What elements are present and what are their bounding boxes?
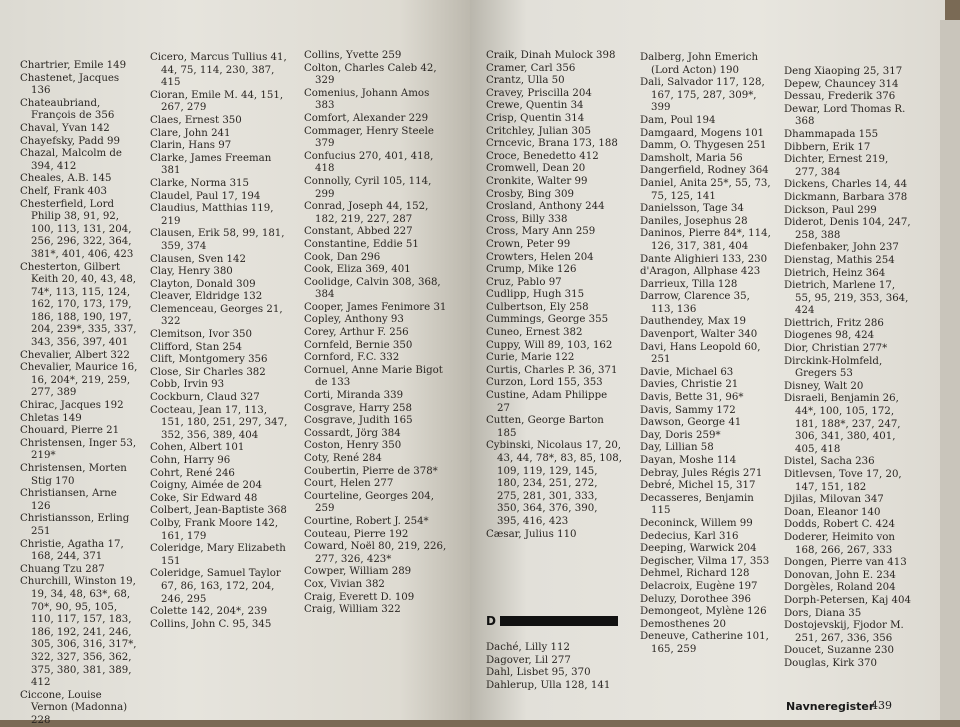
index-entry: Cuppy, Will 89, 103, 162	[486, 339, 613, 351]
index-entry: Dagover, Lil 277	[486, 654, 571, 666]
index-entry: Coolidge, Calvin 308, 368, 384	[304, 276, 441, 301]
index-entry: Cosgrave, Harry 258	[304, 402, 413, 414]
index-entry: Culbertson, Ely 258	[486, 301, 589, 313]
index-entry: Confucius 270, 401, 418, 418	[304, 150, 434, 175]
index-entry: Dedecius, Karl 316	[640, 530, 739, 542]
index-entry: Doderer, Heimito von 168, 266, 267, 333	[784, 531, 895, 556]
index-entry: Doucet, Suzanne 230	[784, 645, 894, 657]
index-entry: Coigny, Aimée de 204	[150, 480, 262, 492]
index-entry: Crown, Peter 99	[486, 238, 571, 250]
index-entry: Deluzy, Dorothee 396	[640, 593, 751, 605]
index-entry: Cross, Billy 338	[486, 213, 568, 225]
index-entry: Cleaver, Eldridge 132	[150, 291, 263, 303]
index-entry: Clifford, Stan 254	[150, 341, 242, 353]
index-entry: Darrow, Clarence 35, 113, 136	[640, 291, 750, 315]
index-entry: Dostojevskij, Fjodor M. 251, 267, 336, 356	[784, 620, 904, 644]
index-entry: Dickens, Charles 14, 44	[784, 179, 908, 191]
index-entry: Davi, Hans Leopold 60, 251	[640, 341, 761, 366]
index-entry: Court, Helen 277	[304, 478, 394, 490]
index-entry: Daché, Lilly 112	[486, 642, 570, 653]
index-entry: Cruz, Pablo 97	[486, 276, 562, 288]
index-entry: Cross, Mary Ann 259	[486, 226, 596, 238]
index-entry: Cutten, George Barton 185	[486, 415, 604, 439]
index-entry: Christensen, Inger 53, 219*	[20, 437, 137, 462]
index-entry: Cook, Eliza 369, 401	[304, 264, 411, 276]
index-entry: Clarke, James Freeman 381	[150, 152, 272, 177]
index-entry: Commager, Henry Steele 379	[304, 125, 434, 150]
index-entry: Debray, Jules Régis 271	[640, 467, 763, 479]
index-entry: Cohrt, René 246	[150, 467, 235, 479]
index-entry: Coward, Noël 80, 219, 226, 277, 326, 423*	[304, 541, 447, 565]
index-entry: Craig, Everett D. 109	[304, 591, 415, 603]
index-entry: Claudel, Paul 17, 194	[150, 190, 261, 202]
index-entry: Cravey, Priscilla 204	[486, 87, 592, 99]
index-entry: Courtine, Robert J. 254*	[304, 515, 429, 527]
index-entry: Chaval, Yvan 142	[20, 122, 110, 134]
index-entry: Day, Doris 259*	[640, 429, 721, 441]
index-entry: Cramer, Carl 356	[486, 62, 576, 74]
index-entry: Cosgrave, Judith 165	[304, 415, 413, 427]
index-entry: Courteline, Georges 204, 259	[304, 490, 434, 515]
index-entry: Coty, René 284	[304, 453, 382, 464]
index-entry: Distel, Sacha 236	[784, 456, 875, 468]
index-entry: Clayton, Donald 309	[150, 278, 256, 290]
index-entry: Dickmann, Barbara 378	[784, 191, 908, 203]
index-entry: Christiansen, Arne 126	[20, 488, 117, 512]
index-entry: Diettrich, Fritz 286	[784, 317, 884, 329]
index-entry: Delacroix, Eugène 197	[640, 580, 758, 592]
index-entry: Dongen, Pierre van 413	[784, 557, 907, 569]
index-entry: Constant, Abbed 227	[304, 226, 413, 238]
index-entry: Ciccone, Louise Vernon (Madonna) 228	[20, 689, 128, 726]
index-entry: Chletas 149	[20, 412, 82, 424]
index-entry: Cornfeld, Bernie 350	[304, 339, 413, 351]
index-entry: Danielsson, Tage 34	[640, 203, 744, 215]
right-page	[470, 0, 945, 720]
index-entry: Corti, Miranda 339	[304, 390, 404, 402]
index-entry: Chazal, Malcolm de 394, 412	[20, 148, 122, 172]
index-entry: Churchill, Winston 19, 19, 34, 48, 63*, 68, 70*, 90, 95, 105, 110, 117, 157, 183, 186, 192, 241, 246, 305, 306, 316, 317*, 322, 327, 356, 362, 375, 380, 381, 389, 412	[20, 576, 137, 689]
index-entry: Crncevic, Brana 173, 188	[486, 138, 618, 150]
index-entry: Demongeot, Mylène 126	[640, 606, 767, 618]
index-entry: Disraeli, Benjamin 26, 44*, 100, 105, 172, 181, 188*, 237, 247, 306, 341, 380, 401, 405, 418	[784, 393, 901, 455]
index-entry: Critchley, Julian 305	[486, 125, 591, 137]
index-entry: Chirac, Jacques 192	[20, 400, 124, 412]
index-entry: Curtis, Charles P. 36, 371	[486, 364, 618, 376]
index-entry: Dors, Diana 35	[784, 607, 862, 619]
index-entry: Copley, Anthony 93	[304, 314, 404, 326]
index-entry: Cummings, George 355	[486, 314, 609, 326]
index-entry: Dahlerup, Ulla 128, 141	[486, 679, 611, 691]
index-entry: Cowper, William 289	[304, 566, 412, 578]
index-entry: Corey, Arthur F. 256	[304, 327, 409, 339]
index-entry: Dhammapada 155	[784, 128, 879, 140]
index-entry: Cox, Vivian 382	[304, 578, 385, 590]
index-entry: Crowters, Helen 204	[486, 251, 594, 263]
index-entry: Coleridge, Mary Elizabeth 151	[150, 543, 286, 567]
index-entry: Demosthenes 20	[640, 618, 726, 630]
index-entry: Chateaubriand, François de 356	[20, 97, 115, 122]
index-column-6	[784, 66, 912, 671]
index-entry: Chesterton, Gilbert Keith 20, 40, 43, 48, 74*, 113, 115, 124, 162, 170, 173, 179, 186, 188, 190, 197, 204, 239*, 335, 337, 343, 356, 397, 401	[20, 261, 137, 349]
index-entry: Cossardt, Jörg 384	[304, 427, 401, 439]
index-entry: Chastenet, Jacques 136	[20, 72, 120, 97]
index-entry: Chartrier, Emile 149	[20, 60, 127, 71]
index-entry: Dangerfield, Rodney 364	[640, 165, 769, 177]
index-entry: Davie, Michael 63	[640, 366, 734, 378]
index-entry: Cæsar, Julius 110	[486, 528, 577, 540]
index-entry: Doan, Eleanor 140	[784, 506, 881, 518]
index-entry: Constantine, Eddie 51	[304, 238, 419, 250]
index-entry: Clay, Henry 380	[150, 266, 233, 278]
index-entry: Clemenceau, Georges 21, 322	[150, 303, 283, 328]
index-entry: Christiansson, Erling 251	[20, 513, 130, 537]
index-entry: Deconinck, Willem 99	[640, 517, 753, 529]
index-entry: Davenport, Walter 340	[640, 329, 758, 341]
index-entry: Cockburn, Claud 327	[150, 392, 260, 404]
index-entry: Daniel, Anita 25*, 55, 73, 75, 125, 141	[640, 177, 771, 202]
index-entry: Craig, William 322	[304, 604, 401, 616]
index-entry: Ditlevsen, Tove 17, 20, 147, 151, 182	[784, 469, 902, 493]
left-page	[0, 0, 470, 726]
index-entry: Dirckink-Holmfeld, Gregers 53	[784, 355, 883, 380]
page-number: 439	[871, 699, 892, 712]
index-column-5	[640, 52, 774, 657]
running-footer-title: Navneregister	[786, 700, 875, 713]
index-entry: Diefenbaker, John 237	[784, 242, 899, 254]
index-entry: Cobb, Irvin 93	[150, 379, 225, 391]
index-entry: Clemitson, Ivor 350	[150, 329, 252, 341]
index-entry: Dam, Poul 194	[640, 114, 716, 126]
index-entry: Dessau, Frederik 376	[784, 91, 896, 103]
index-entry: Djilas, Milovan 347	[784, 494, 884, 506]
index-entry: Cornuel, Anne Marie Bigot de 133	[304, 364, 443, 389]
index-entry: Colby, Frank Moore 142, 161, 179	[150, 517, 279, 542]
index-entry: Chouard, Pierre 21	[20, 425, 120, 437]
index-entry: Claudius, Matthias 119, 219	[150, 203, 274, 227]
index-entry: Disney, Walt 20	[784, 380, 864, 392]
index-entry: Dawson, George 41	[640, 417, 742, 429]
index-column-4-d-entries	[486, 642, 622, 692]
index-entry: Crantz, Ulla 50	[486, 75, 565, 87]
index-entry: Comenius, Johann Amos 383	[304, 87, 430, 112]
index-entry: Daniles, Josephus 28	[640, 215, 748, 227]
index-entry: Dorgèles, Roland 204	[784, 582, 896, 594]
index-column-3	[304, 50, 450, 617]
index-entry: Deneuve, Catherine 101, 165, 259	[640, 631, 769, 655]
index-entry: Connolly, Cyril 105, 114, 299	[304, 175, 432, 200]
index-entry: Damm, O. Thygesen 251	[640, 140, 767, 152]
index-entry: Davis, Bette 31, 96*	[640, 392, 744, 404]
index-entry: Crewe, Quentin 34	[486, 100, 584, 112]
index-entry: Dibbern, Erik 17	[784, 141, 871, 153]
index-entry: Claes, Ernest 350	[150, 114, 242, 126]
index-entry: Craik, Dinah Mulock 398	[486, 50, 616, 61]
index-entry: Curzon, Lord 155, 353	[486, 377, 603, 389]
index-entry: Dior, Christian 277*	[784, 343, 888, 355]
index-entry: Dante Alighieri 133, 230	[640, 253, 768, 265]
index-entry: Cook, Dan 296	[304, 251, 381, 263]
index-entry: Chesterfield, Lord Philip 38, 91, 92, 100, 113, 131, 204, 256, 296, 322, 364, 381*, 401, 406, 423	[20, 198, 134, 260]
index-entry: Donovan, John E. 234	[784, 569, 896, 581]
index-entry: Diderot, Denis 104, 247, 258, 388	[784, 217, 911, 241]
index-entry: Dehmel, Richard 128	[640, 568, 750, 580]
section-letter-heading: D	[486, 614, 496, 628]
index-entry: Cybinski, Nicolaus 17, 20, 43, 44, 78*, 83, 85, 108, 109, 119, 129, 145, 180, 234, 251, 272, 275, 281, 301, 333, 350, 364, 376, 390, 395, 416, 423	[486, 440, 622, 527]
index-entry: Cheales, A.B. 145	[20, 173, 112, 185]
index-entry: Dienstag, Mathis 254	[784, 254, 895, 266]
index-entry: Dayan, Moshe 114	[640, 455, 737, 466]
index-entry: Cohn, Harry 96	[150, 455, 231, 466]
index-entry: Crump, Mike 126	[486, 264, 577, 276]
index-entry: Chevalier, Maurice 16, 16, 204*, 219, 259, 277, 389	[20, 362, 138, 399]
index-entry: Christie, Agatha 17, 168, 244, 371	[20, 538, 124, 563]
index-entry: Decasseres, Benjamin 115	[640, 492, 754, 517]
index-entry: Croce, Benedetto 412	[486, 150, 599, 162]
index-entry: Clarke, Norma 315	[150, 177, 250, 189]
index-entry: Deeping, Warwick 204	[640, 543, 757, 555]
index-entry: Cohen, Albert 101	[150, 442, 245, 454]
index-entry: Coubertin, Pierre de 378*	[304, 465, 438, 477]
index-entry: Damgaard, Mogens 101	[640, 127, 765, 139]
index-entry: Cornford, F.C. 332	[304, 352, 400, 364]
index-entry: Dewar, Lord Thomas R. 368	[784, 103, 906, 128]
index-entry: Chayefsky, Padd 99	[20, 135, 120, 147]
index-entry: Dauthendey, Max 19	[640, 316, 746, 328]
index-entry: Collins, Yvette 259	[304, 50, 402, 61]
index-entry: Darrieux, Tilla 128	[640, 278, 738, 290]
index-entry: Clausen, Erik 58, 99, 181, 359, 374	[150, 228, 285, 252]
index-entry: Cooper, James Fenimore 31	[304, 301, 447, 313]
index-entry: Clarin, Hans 97	[150, 140, 232, 152]
index-entry: Cromwell, Dean 20	[486, 163, 586, 175]
index-entry: Chelf, Frank 403	[20, 185, 107, 197]
index-entry: Dali, Salvador 117, 128, 167, 175, 287, 309*, 399	[640, 77, 765, 114]
index-entry: Clift, Montgomery 356	[150, 354, 268, 366]
index-entry: Dietrich, Marlene 17, 55, 95, 219, 353, 364, 424	[784, 280, 909, 317]
index-entry: Debré, Michel 15, 317	[640, 480, 756, 492]
index-entry: Daninos, Pierre 84*, 114, 126, 317, 381, 404	[640, 228, 771, 252]
index-entry: Colbert, Jean-Baptiste 368	[150, 505, 287, 517]
index-entry: Cicero, Marcus Tullius 41, 44, 75, 114, 230, 387, 415	[150, 52, 287, 89]
index-entry: Chuang Tzu 287	[20, 563, 105, 575]
index-column-4	[486, 50, 622, 541]
index-entry: Depew, Chauncey 314	[784, 78, 899, 90]
index-entry: Dichter, Ernest 219, 277, 384	[784, 154, 889, 178]
index-entry: Colton, Charles Caleb 42, 329	[304, 62, 437, 87]
index-entry: Degischer, Vilma 17, 353	[640, 555, 770, 567]
index-entry: Dietrich, Heinz 364	[784, 267, 886, 279]
index-column-1	[20, 60, 138, 727]
index-entry: Day, Lillian 58	[640, 442, 714, 454]
index-entry: Crisp, Quentin 314	[486, 112, 585, 124]
page-edge	[940, 20, 960, 720]
index-entry: Chevalier, Albert 322	[20, 349, 130, 361]
index-entry: Clausen, Sven 142	[150, 253, 246, 265]
index-entry: Cocteau, Jean 17, 113, 151, 180, 251, 297, 347, 352, 356, 389, 404	[150, 404, 288, 441]
index-entry: Cioran, Emile M. 44, 151, 267, 279	[150, 89, 284, 114]
index-entry: Cudlipp, Hugh 315	[486, 289, 585, 301]
index-entry: Colette 142, 204*, 239	[150, 606, 268, 618]
index-entry: Conrad, Joseph 44, 152, 182, 219, 227, 287	[304, 201, 429, 225]
index-entry: Custine, Adam Philippe 27	[486, 390, 608, 414]
index-entry: Cuneo, Ernest 382	[486, 327, 583, 339]
index-entry: Curie, Marie 122	[486, 352, 575, 364]
index-entry: Couteau, Pierre 192	[304, 528, 409, 540]
index-entry: Davis, Sammy 172	[640, 404, 736, 416]
index-entry: Close, Sir Charles 382	[150, 366, 266, 378]
index-entry: Dahl, Lisbet 95, 370	[486, 667, 591, 679]
index-entry: Diogenes 98, 424	[784, 330, 875, 342]
index-entry: Christensen, Morten Stig 170	[20, 463, 127, 487]
index-entry: Comfort, Alexander 229	[304, 112, 429, 124]
index-entry: Douglas, Kirk 370	[784, 657, 878, 669]
section-bar	[500, 616, 618, 626]
index-entry: d'Aragon, Allphase 423	[640, 266, 761, 278]
index-entry: Dorph-Petersen, Kaj 404	[784, 594, 911, 606]
index-entry: Dickson, Paul 299	[784, 204, 877, 216]
index-entry: Dodds, Robert C. 424	[784, 519, 895, 531]
index-entry: Crosland, Anthony 244	[486, 201, 605, 213]
index-entry: Coke, Sir Edward 48	[150, 492, 258, 504]
index-entry: Cronkite, Walter 99	[486, 175, 588, 187]
index-entry: Coleridge, Samuel Taylor 67, 86, 163, 172, 204, 246, 295	[150, 568, 281, 605]
index-entry: Deng Xiaoping 25, 317	[784, 66, 903, 77]
index-entry: Dalberg, John Emerich (Lord Acton) 190	[640, 52, 759, 76]
index-entry: Davies, Christie 21	[640, 379, 739, 391]
index-entry: Clare, John 241	[150, 127, 231, 139]
index-entry: Damsholt, Maria 56	[640, 152, 743, 164]
index-entry: Collins, John C. 95, 345	[150, 618, 272, 630]
index-column-2	[150, 52, 290, 631]
index-entry: Coston, Henry 350	[304, 440, 402, 452]
index-entry: Crosby, Bing 309	[486, 188, 574, 200]
